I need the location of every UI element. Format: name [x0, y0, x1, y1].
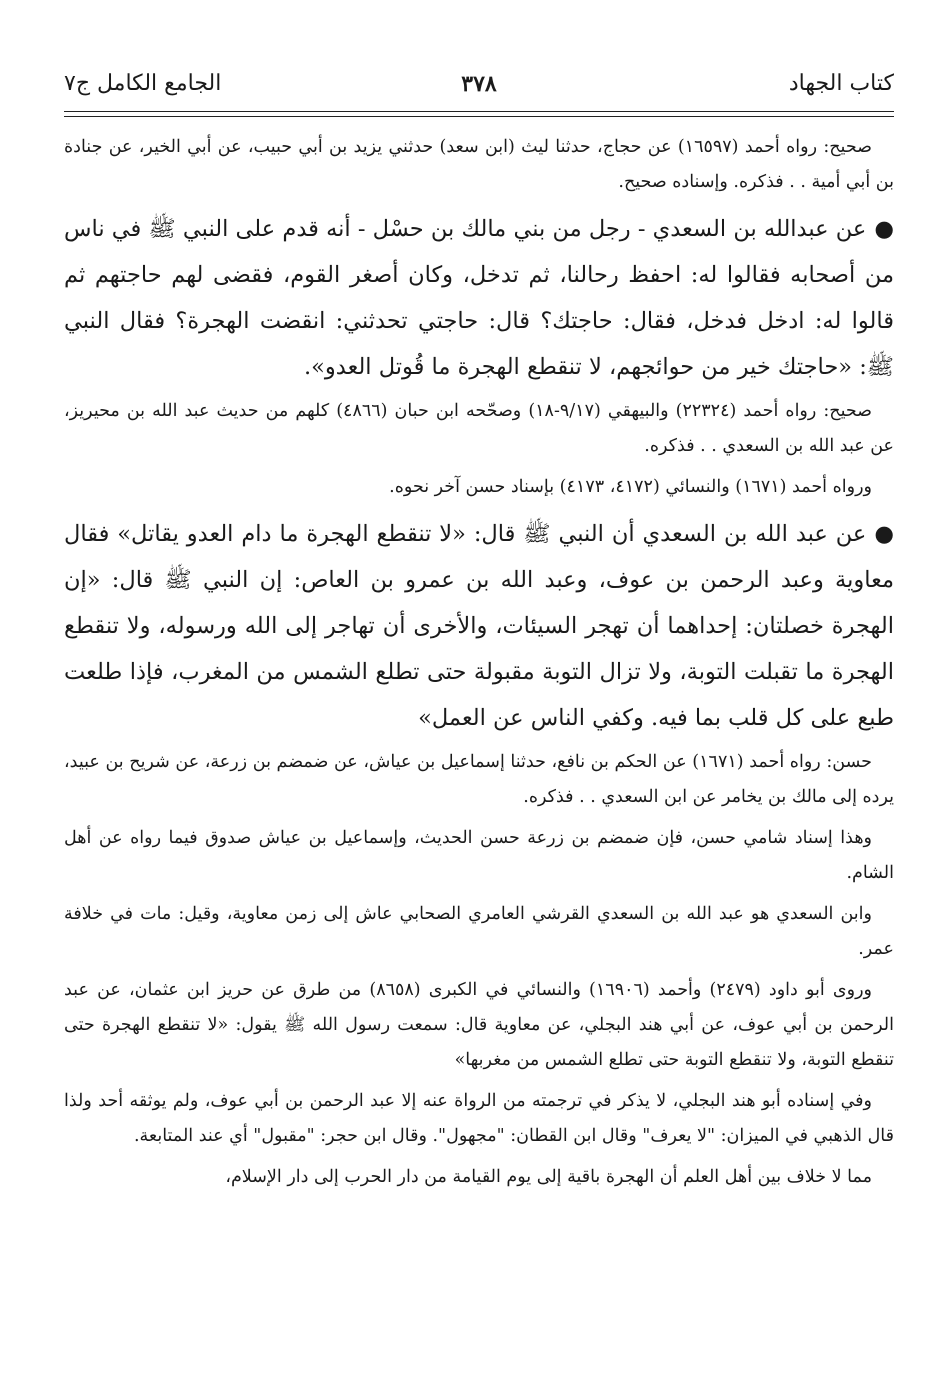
bullet-icon: ●: [874, 216, 894, 242]
hadith-paragraph-1: [64, 206, 894, 390]
paragraph-3: [64, 394, 894, 464]
paragraph-4: [64, 470, 894, 505]
paragraph-text: صحيح: رواه أحمد (٢٢٣٢٤) والبيهقي (٩/١٧-١٨) وصحّحه ابن حبان (٤٨٦٦) كلهم من حديث عبد الله بن محيريز، عن عبد الله بن السعدي . . فذكره.: [64, 401, 894, 456]
paragraph-1: [64, 130, 894, 200]
page-number: ٣٧٨: [461, 71, 497, 97]
header-rule-thick: [64, 111, 894, 112]
paragraph-text: ورواه أحمد (١٦٧١) والنسائي (٤١٧٢، ٤١٧٣) بإسناد حسن آخر نحوه.: [389, 477, 872, 497]
bullet-icon: ●: [874, 521, 894, 547]
header-rule-thin: [64, 116, 894, 117]
paragraph-text: مما لا خلاف بين أهل العلم أن الهجرة باقية إلى يوم القيامة من دار الحرب إلى دار الإسلام،: [225, 1167, 872, 1187]
paragraph-text: عن عبد الله بن السعدي أن النبي ﷺ قال: «لا تنقطع الهجرة ما دام العدو يقاتل» فقال معاوية وعبد الرحمن بن عوف، وعبد الله بن عمرو بن العاص: إن النبي ﷺ قال: «إن الهجرة خصلتان: إحداهما أن تهجر السيئات، والأخرى أن تهاجر إلى الله ورسوله، ولا تنقطع الهجرة ما تقبلت التوبة، ولا تزال التوبة مقبولة حتى تطلع الشمس من المغرب، فإذا طلعت طبع على كل قلب بما فيه. وكفي الناس عن العمل»: [64, 521, 894, 731]
paragraph-text: وروى أبو داود (٢٤٧٩) وأحمد (١٦٩٠٦) والنسائي في الكبرى (٨٦٥٨) من طرق عن حريز ابن عثمان، عن عبد الرحمن بن أبي عوف، عن أبي هند البجلي، عن معاوية قال: سمعت رسول الله ﷺ يقول: «لا تنقطع الهجرة حتى تنقطع التوبة، ولا تنقطع التوبة حتى تطلع الشمس من مغربها»: [64, 980, 894, 1070]
page-body: [64, 130, 894, 1201]
paragraph-text: وفي إسناده أبو هند البجلي، لا يذكر في ترجمته من الرواة عنه إلا عبد الرحمن بن أبي عوف، ولم يوثقه أحد ولذا قال الذهبي في الميزان: "لا يعرف" وقال ابن القطان: "مجهول". وقال ابن حجر: "مقبول" أي عند المتابعة.: [64, 1091, 894, 1146]
volume-title: الجامع الكامل ج٧: [64, 71, 222, 96]
paragraph-7: [64, 821, 894, 891]
paragraph-text: عن عبدالله بن السعدي - رجل من بني مالك بن حسْل - أنه قدم على النبي ﷺ في ناس من أصحابه فقالوا له: احفظ رحالنا، ثم تدخل، وكان أصغر القوم، فقضى لهم حاجتهم ثم قالوا له: ادخل فدخل، فقال: حاجتك؟ قال: حاجتي تحدثني: انقضت الهجرة؟ فقال النبي ﷺ: «حاجتك خير من حوائجهم، لا تنقطع الهجرة ما قُوتل العدو».: [64, 216, 895, 380]
hadith-paragraph-2: [64, 511, 894, 741]
paragraph-6: [64, 745, 894, 815]
paragraph-text: وهذا إسناد شامي حسن، فإن ضمضم بن زرعة حسن الحديث، وإسماعيل بن عياش صدوق فيما رواه عن أهل الشام.: [64, 828, 894, 883]
paragraph-text: حسن: رواه أحمد (١٦٧١) عن الحكم بن نافع، حدثنا إسماعيل بن عياش، عن ضمضم بن زرعة، عن شريح بن عبيد، يرده إلى مالك بن يخامر عن ابن السعدي . . فذكره.: [64, 752, 894, 807]
paragraph-11: [64, 1160, 894, 1195]
paragraph-text: صحيح: رواه أحمد (١٦٥٩٧) عن حجاج، حدثنا ليث (ابن سعد) حدثني يزيد بن أبي حبيب، عن أبي الخير، عن جنادة بن أبي أمية . . فذكره. وإسناده صحيح.: [64, 137, 894, 192]
book-title: كتاب الجهاد: [788, 71, 894, 96]
paragraph-text: وابن السعدي هو عبد الله بن السعدي القرشي العامري الصحابي عاش إلى زمن معاوية، وقيل: مات في خلافة عمر.: [64, 904, 894, 959]
paragraph-8: [64, 897, 894, 967]
paragraph-10: [64, 1084, 894, 1154]
running-header: [64, 62, 894, 106]
paragraph-9: [64, 973, 894, 1078]
